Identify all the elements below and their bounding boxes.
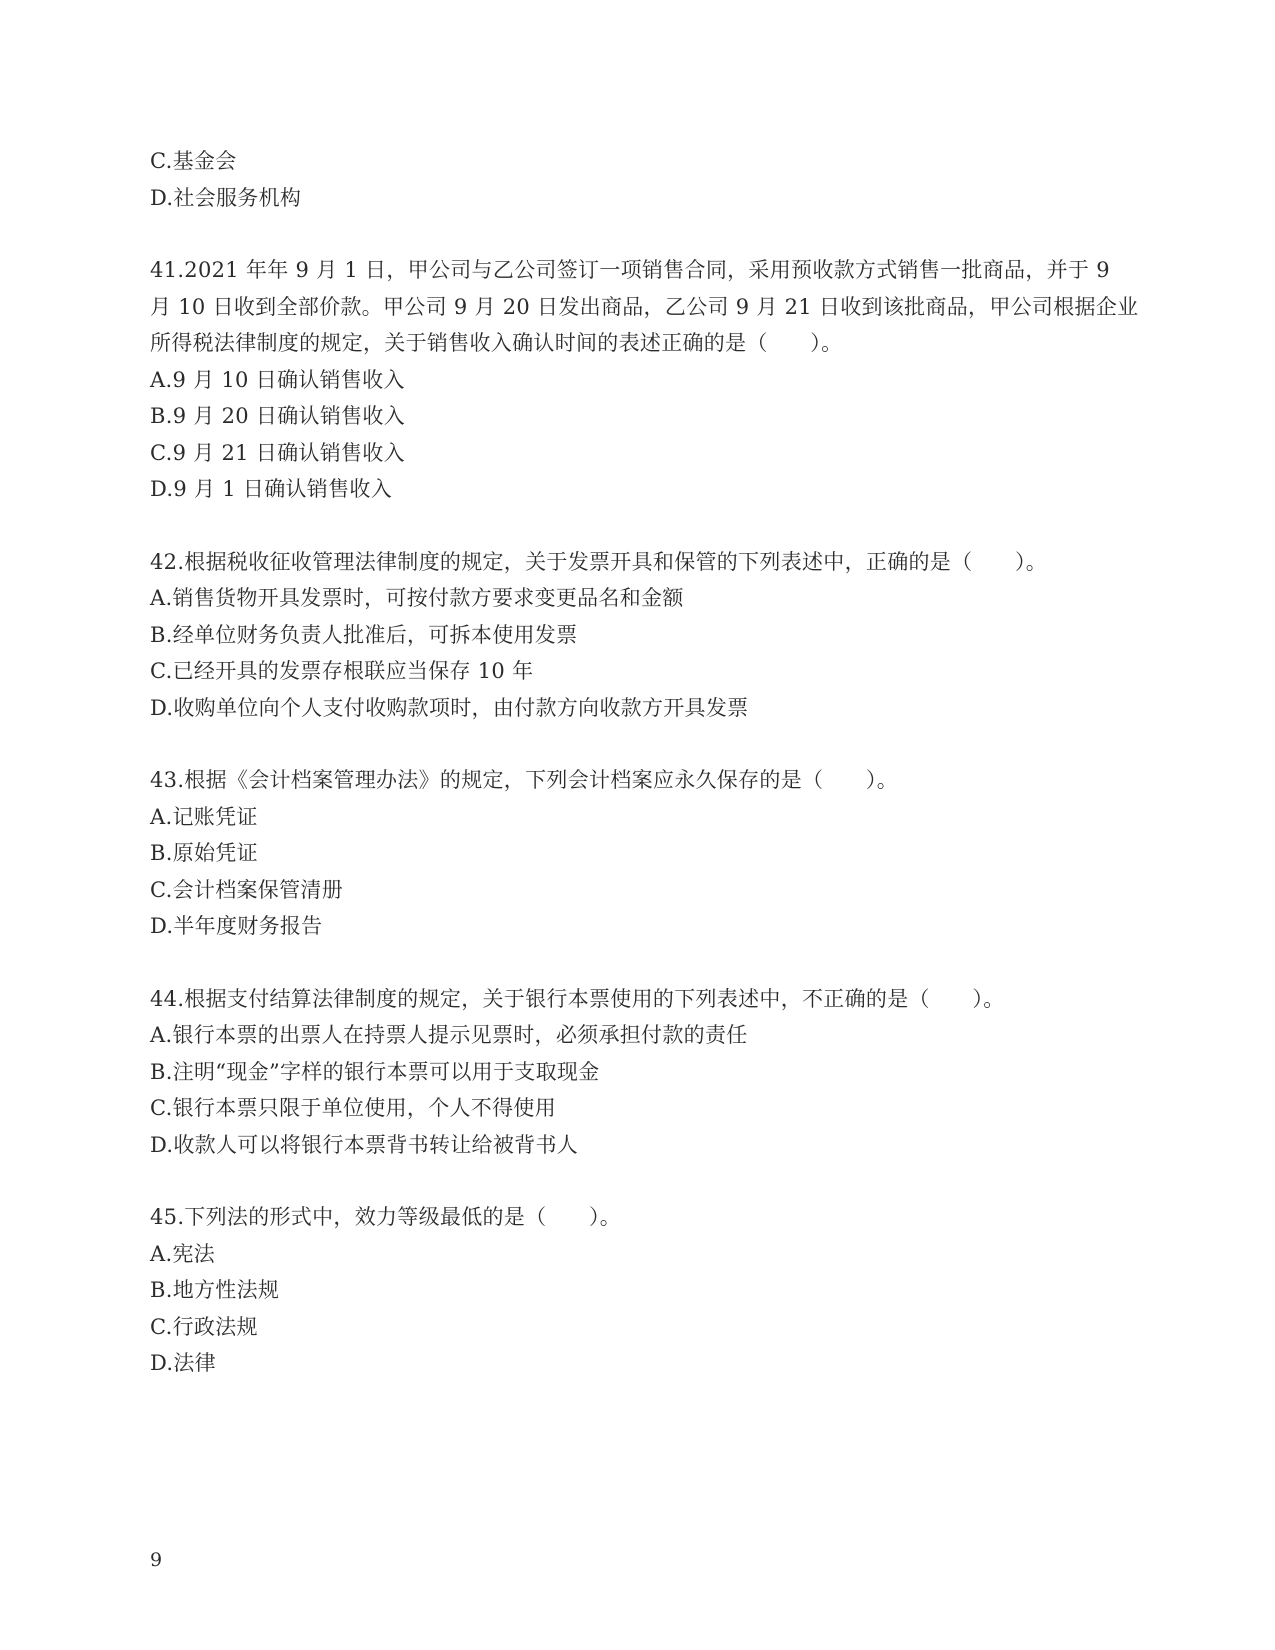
option-b-q45: B.地方性法规 (150, 1278, 280, 1302)
option-c-q43: C.会计档案保管清册 (150, 877, 343, 902)
option-a-q42: A.销售货物开具发票时，可按付款方要求变更品名和金额 (150, 586, 684, 610)
page-number: 9 (150, 1549, 163, 1571)
option-c-q42: C.已经开具的发票存根联应当保存 10 年 (150, 659, 534, 683)
option-c-q40: C.基金会 (150, 149, 237, 173)
option-b-q42: B.经单位财务负责人批准后，可拆本使用发票 (150, 622, 578, 647)
question-41-stem-line: 月 10 日收到全部价款。甲公司 9 月 20 日发出商品，乙公司 9 月 21 日收到该批商品，甲公司根据企业 (150, 294, 1139, 319)
question-42-stem: 42.根据税收征收管理法律制度的规定，关于发票开具和保管的下列表述中，正确的是（ ）。 (150, 549, 1048, 574)
option-d-q43: D.半年度财务报告 (150, 914, 323, 938)
question-41-stem-line: 所得税法律制度的规定，关于销售收入确认时间的表述正确的是（ ）。 (150, 331, 843, 355)
option-d-q45: D.法律 (150, 1351, 216, 1375)
option-a-q41: A.9 月 10 日确认销售收入 (150, 367, 405, 392)
question-43-stem: 43.根据《会计档案管理办法》的规定，下列会计档案应永久保存的是（ ）。 (150, 768, 898, 792)
option-a-q43: A.记账凭证 (150, 804, 258, 829)
option-b-q41: B.9 月 20 日确认销售收入 (150, 404, 406, 428)
option-b-q44: B.注明“现金”字样的银行本票可以用于支取现金 (150, 1059, 600, 1084)
option-d-q41: D.9 月 1 日确认销售收入 (150, 477, 393, 501)
question-41 (150, 252, 1140, 508)
option-d-q44: D.收款人可以将银行本票背书转让给被背书人 (150, 1132, 579, 1157)
question-42 (150, 544, 1140, 727)
question-45-stem: 45.下列法的形式中，效力等级最低的是（ ）。 (150, 1205, 622, 1229)
question-44 (150, 981, 1140, 1164)
question-41-stem-line: 41.2021 年年 9 月 1 日，甲公司与乙公司签订一项销售合同，采用预收款方式销售一批商品，并于 9 (150, 258, 1110, 282)
option-a-q44: A.银行本票的出票人在持票人提示见票时，必须承担付款的责任 (150, 1023, 748, 1047)
option-c-q41: C.9 月 21 日确认销售收入 (150, 440, 405, 465)
option-a-q45: A.宪法 (150, 1241, 216, 1266)
option-b-q43: B.原始凭证 (150, 841, 258, 865)
option-c-q44: C.银行本票只限于单位使用，个人不得使用 (150, 1096, 556, 1120)
question-45 (150, 1199, 1140, 1382)
page-content (150, 143, 1140, 1382)
option-c-q45: C.行政法规 (150, 1314, 258, 1339)
option-d-q40: D.社会服务机构 (150, 185, 302, 210)
question-43 (150, 762, 1140, 945)
question-44-stem: 44.根据支付结算法律制度的规定，关于银行本票使用的下列表述中，不正确的是（ ）。 (150, 986, 1005, 1011)
option-d-q42: D.收购单位向个人支付收购款项时，由付款方向收款方开具发票 (150, 695, 749, 720)
